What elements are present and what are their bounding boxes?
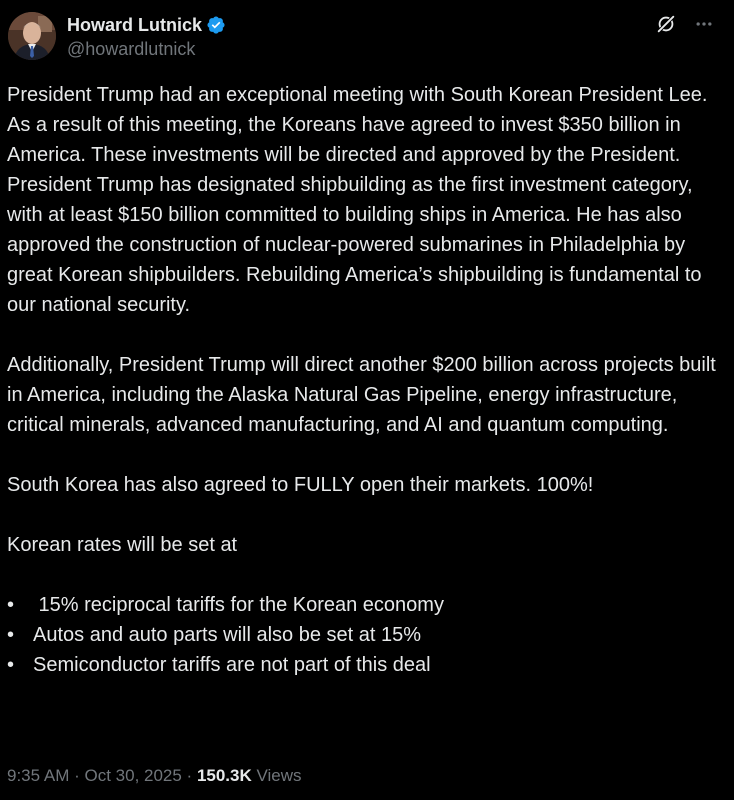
- views-label: Views: [251, 766, 302, 785]
- list-item: [7, 620, 723, 650]
- tweet-paragraph: Korean rates will be set at: [7, 534, 238, 556]
- tweet-header: [8, 12, 726, 64]
- tweet-meta: [7, 764, 302, 788]
- paragraph-gap: [7, 440, 723, 470]
- list-item-text: Autos and auto parts will also be set at 15%: [33, 624, 422, 646]
- paragraph-gap: [7, 560, 723, 590]
- display-name[interactable]: Howard Lutnick: [67, 14, 203, 35]
- views-count[interactable]: 150.3K: [196, 766, 252, 785]
- tweet-paragraph: South Korea has also agreed to FULLY open their markets. 100%!: [7, 474, 594, 496]
- avatar[interactable]: [8, 12, 56, 60]
- list-item-text: Semiconductor tariffs are not part of this deal: [33, 654, 431, 676]
- bullet-marker: •: [7, 654, 15, 676]
- tariff-bullet-list: [7, 590, 723, 680]
- list-item-text: 15% reciprocal tariffs for the Korean economy: [33, 594, 444, 616]
- tweet-paragraph: Additionally, President Trump will direct another $200 billion across projects built in America, including the Alaska Natural Gas Pipeline, energy infrastructure, critical minerals, advanced manufacturing, and AI and quantum computing.: [7, 354, 716, 436]
- verified-badge-icon[interactable]: [206, 15, 226, 35]
- tweet-time[interactable]: 9:35 AM: [7, 766, 70, 785]
- display-name-row: [67, 14, 226, 36]
- tweet-text: [7, 80, 723, 680]
- meta-separator: ·: [181, 766, 197, 785]
- grok-icon: [655, 13, 677, 40]
- tweet-paragraph: President Trump had an exceptional meeting with South Korean President Lee. As a result of this meeting, the Koreans have agreed to invest $350 billion in America. These investments will be directed and approved by the President. President Trump has designated shipbuilding as the first investment category, with at least $150 billion committed to building ships in America. He has also approved the construction of nuclear-powered submarines in Philadelphia by great Korean shipbuilders. Rebuilding America’s shipbuilding is fundamental to our national security.: [7, 84, 708, 316]
- author-block: [67, 14, 226, 60]
- list-item: [7, 650, 723, 680]
- list-item: [7, 590, 723, 620]
- more-options-icon: [694, 14, 714, 39]
- more-options-button[interactable]: [690, 12, 718, 40]
- author-handle[interactable]: @howardlutnick: [67, 39, 196, 59]
- meta-separator: ·: [69, 766, 85, 785]
- bullet-marker: •: [7, 624, 15, 646]
- paragraph-gap: [7, 500, 723, 530]
- paragraph-gap: [7, 320, 723, 350]
- grok-button[interactable]: [652, 12, 680, 40]
- tweet-date[interactable]: Oct 30, 2025: [84, 766, 182, 785]
- bullet-marker: •: [7, 594, 15, 616]
